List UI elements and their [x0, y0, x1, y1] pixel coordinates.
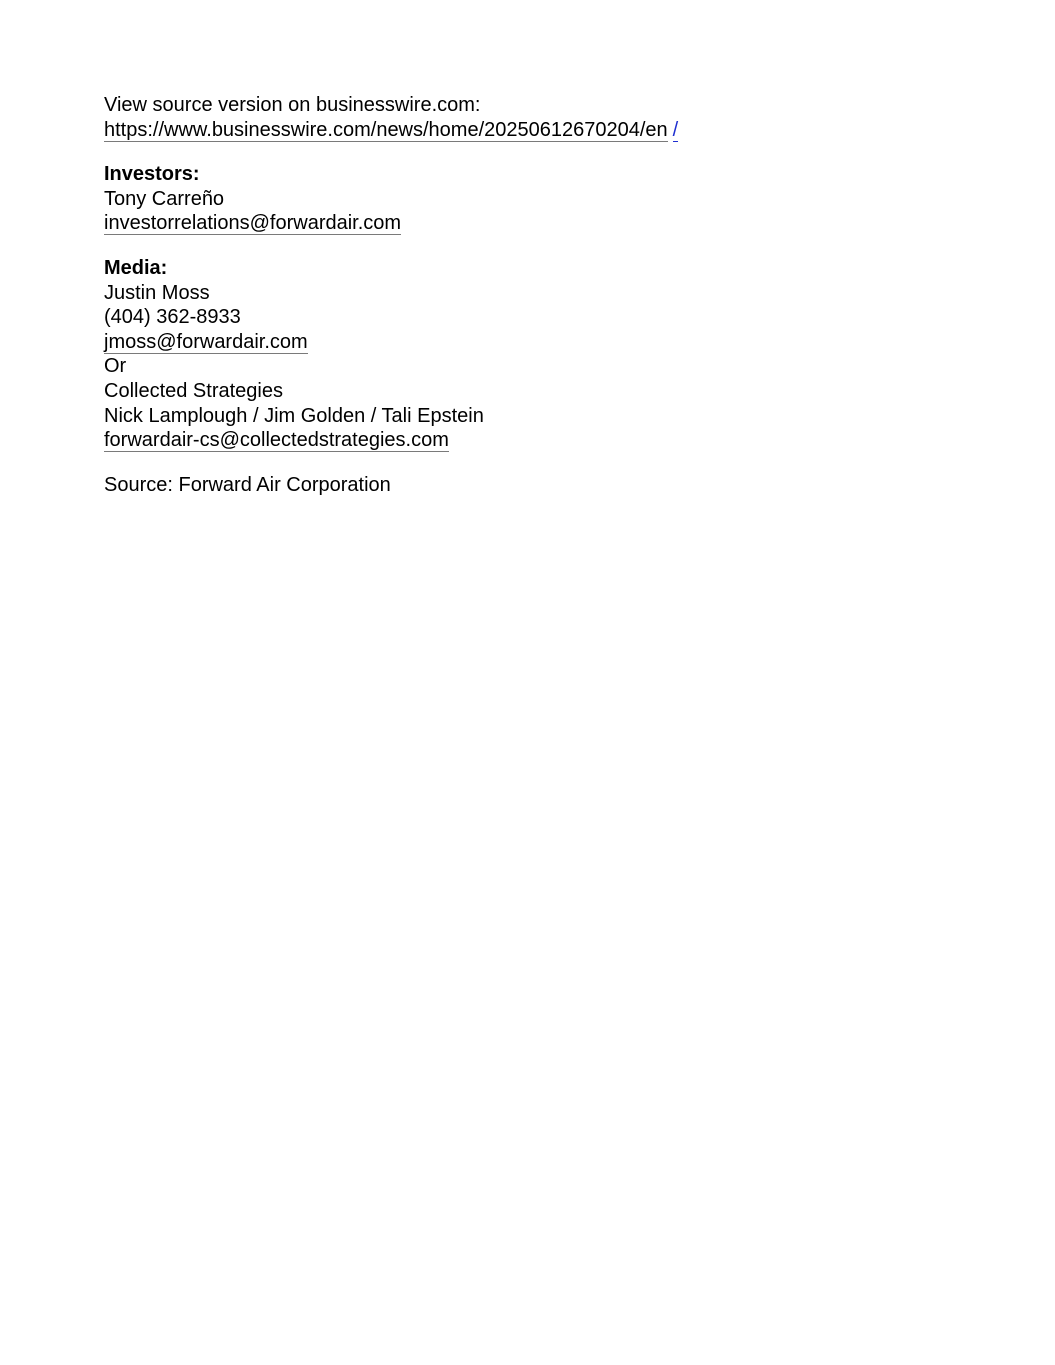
- section-spacer: [104, 453, 1004, 473]
- media-agency-email-line: [104, 428, 1004, 453]
- media-heading: Media:: [104, 256, 168, 279]
- source-url-line: [104, 118, 1004, 143]
- source-url-slash-link[interactable]: /: [672, 118, 679, 141]
- media-email-line: [104, 330, 1004, 355]
- investors-heading: Investors:: [104, 163, 200, 186]
- media-contact-name: Justin Moss: [104, 281, 210, 304]
- investors-contact-name: Tony Carreño: [104, 187, 225, 210]
- section-spacer: [104, 142, 1004, 162]
- media-agency-contacts: Nick Lamplough / Jim Golden / Tali Epstein: [104, 404, 484, 427]
- source-intro-text: View source version on businesswire.com:: [104, 94, 481, 116]
- media-agency-name: Collected Strategies: [104, 379, 283, 402]
- investors-email-line: [104, 211, 1004, 236]
- media-email-link[interactable]: jmoss@forwardair.com: [104, 330, 308, 353]
- source-url-link[interactable]: https://www.businesswire.com/news/home/20250612670204/en: [104, 118, 668, 141]
- source-attribution: Source: Forward Air Corporation: [104, 473, 391, 496]
- media-agency-email-link[interactable]: forwardair-cs@collectedstrategies.com: [104, 429, 449, 452]
- media-or-text: Or: [104, 355, 127, 378]
- investors-email-link[interactable]: investorrelations@forwardair.com: [104, 212, 402, 235]
- document-page: [104, 93, 1004, 497]
- section-spacer: [104, 236, 1004, 256]
- media-contact-phone: (404) 362-8933: [104, 306, 241, 329]
